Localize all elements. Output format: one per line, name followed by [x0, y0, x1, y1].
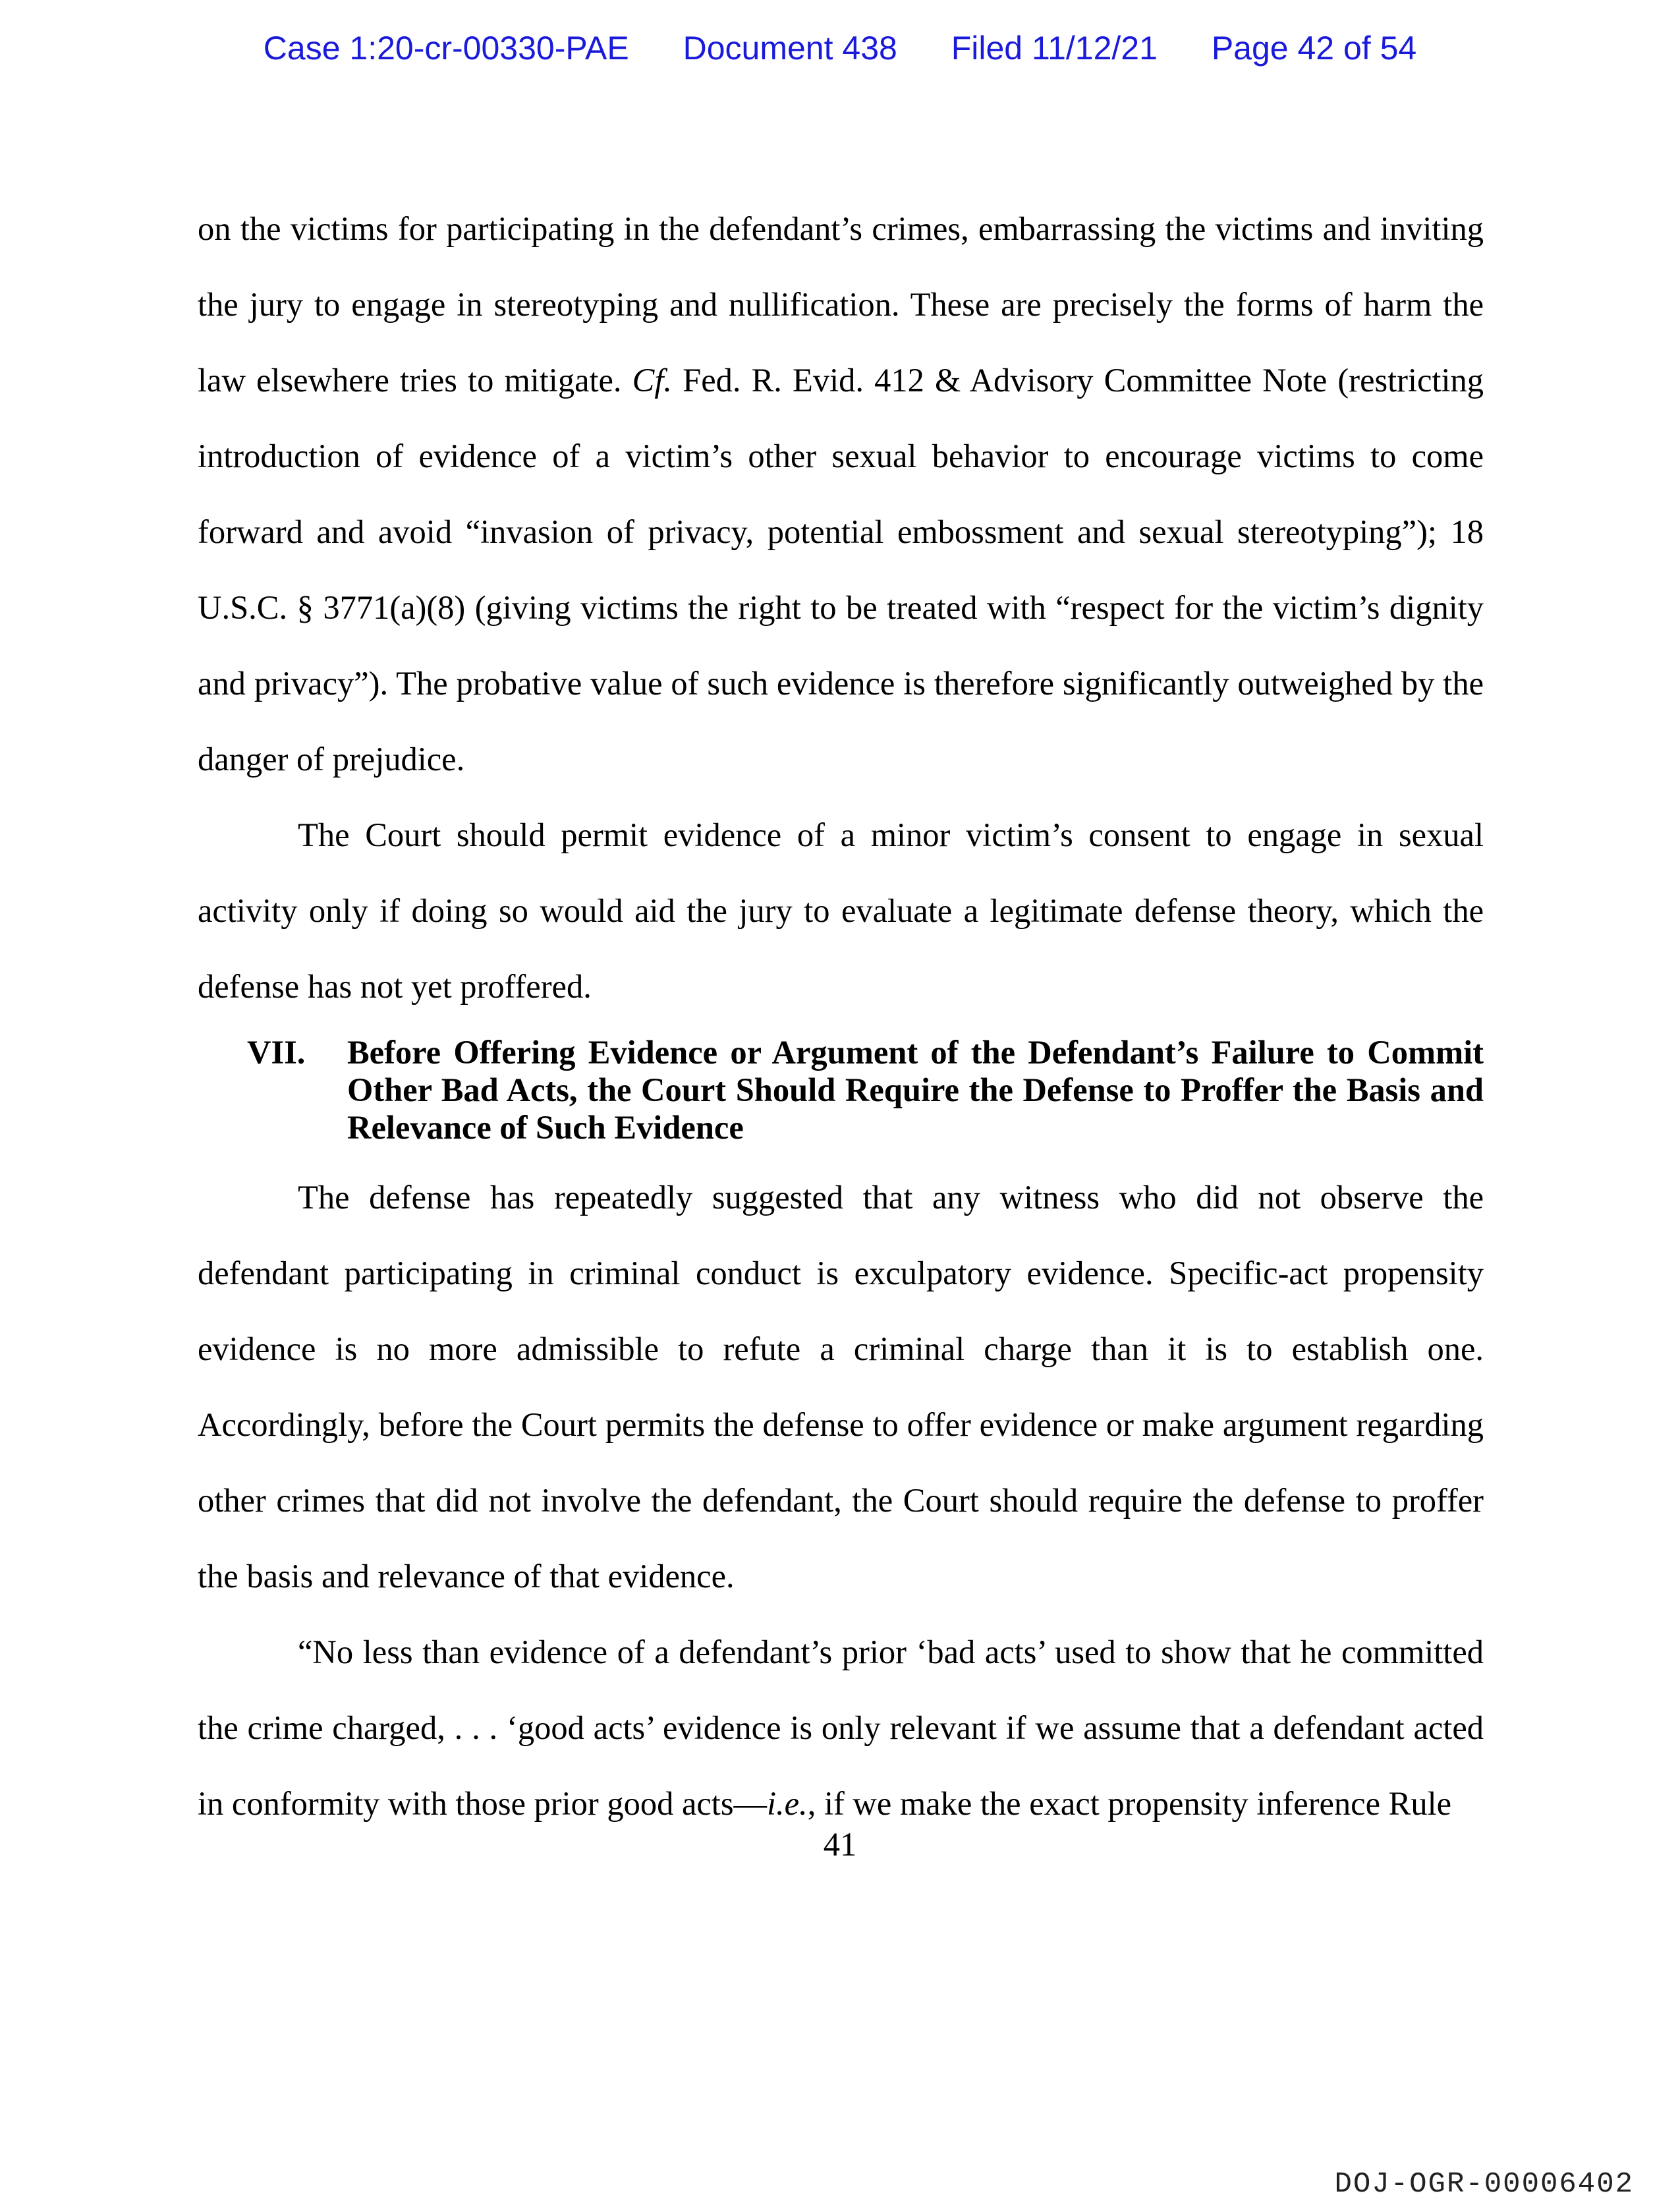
paragraph-2: The Court should permit evidence of a minor victim’s consent to engage in sexual activity only if doing so would aid the jury to evaluate a legitimate defense theory, which the defense has not yet proffered.: [198, 816, 1484, 1005]
page-number: 41: [823, 1826, 857, 1863]
paragraph-3: The defense has repeatedly suggested that any witness who did not observe the defendant participating in criminal conduct is exculpatory evidence. Specific-act propensity evidence is no more admissible to refute a criminal charge than it is to establish one. Accordingly, before the Court permits the defense to offer evidence or make argument regarding other crimes that did not involve the defendant, the Court should require the defense to proffer the basis and relevance of that evidence.: [198, 1179, 1484, 1595]
section-number: VII.: [247, 1034, 306, 1071]
section-heading: [198, 1034, 1484, 1147]
section-title: Before Offering Evidence or Argument of the Defendant’s Failure to Commit Other Bad Acts, the Court Should Require the Defense to Proffer the Basis and Relevance of Such Evidence: [347, 1034, 1484, 1146]
bates-stamp: DOJ-OGR-00006402: [1334, 2168, 1634, 2201]
case-header: [0, 29, 1680, 67]
case-number: Case 1:20-cr-00330-PAE: [263, 30, 629, 67]
paragraph-4: [198, 1614, 1484, 1842]
paragraph-1-text-a: on the victims for participating in the defendant’s crimes, embarrassing the victims and inviting the jury to engage in stereotyping and nullification. These are precisely the forms of harm the law elsewhere tries to mitigate.: [198, 210, 1484, 399]
document-body: [198, 191, 1484, 1842]
citation-signal-cf: Cf.: [632, 362, 672, 399]
paragraph-4-text-b: , if we make the exact propensity inference Rule: [807, 1785, 1452, 1822]
paragraph-4-text-a: “No less than evidence of a defendant’s prior ‘bad acts’ used to show that he committed the crime charged, . . . ‘good acts’ evidence is only relevant if we assume that a defendant acted in conformity with those prior good acts—: [198, 1633, 1484, 1822]
italic-ie: i.e.: [766, 1785, 808, 1822]
paragraph-1: [198, 191, 1484, 797]
page-indicator: Page 42 of 54: [1211, 30, 1417, 67]
paragraph-1-text-b: Fed. R. Evid. 412 & Advisory Committee Note (restricting introduction of evidence of a victim’s other sexual behavior to encourage victims to come forward and avoid “invasion of privacy, potential embossment and sexual stereotyping”); 18 U.S.C. § 3771(a)(8) (giving victims the right to be treated with “respect for the victim’s dignity and privacy”). The probative value of such evidence is therefore significantly outweighed by the danger of prejudice.: [198, 362, 1484, 778]
filed-date: Filed 11/12/21: [951, 30, 1158, 67]
document-number: Document 438: [683, 30, 897, 67]
